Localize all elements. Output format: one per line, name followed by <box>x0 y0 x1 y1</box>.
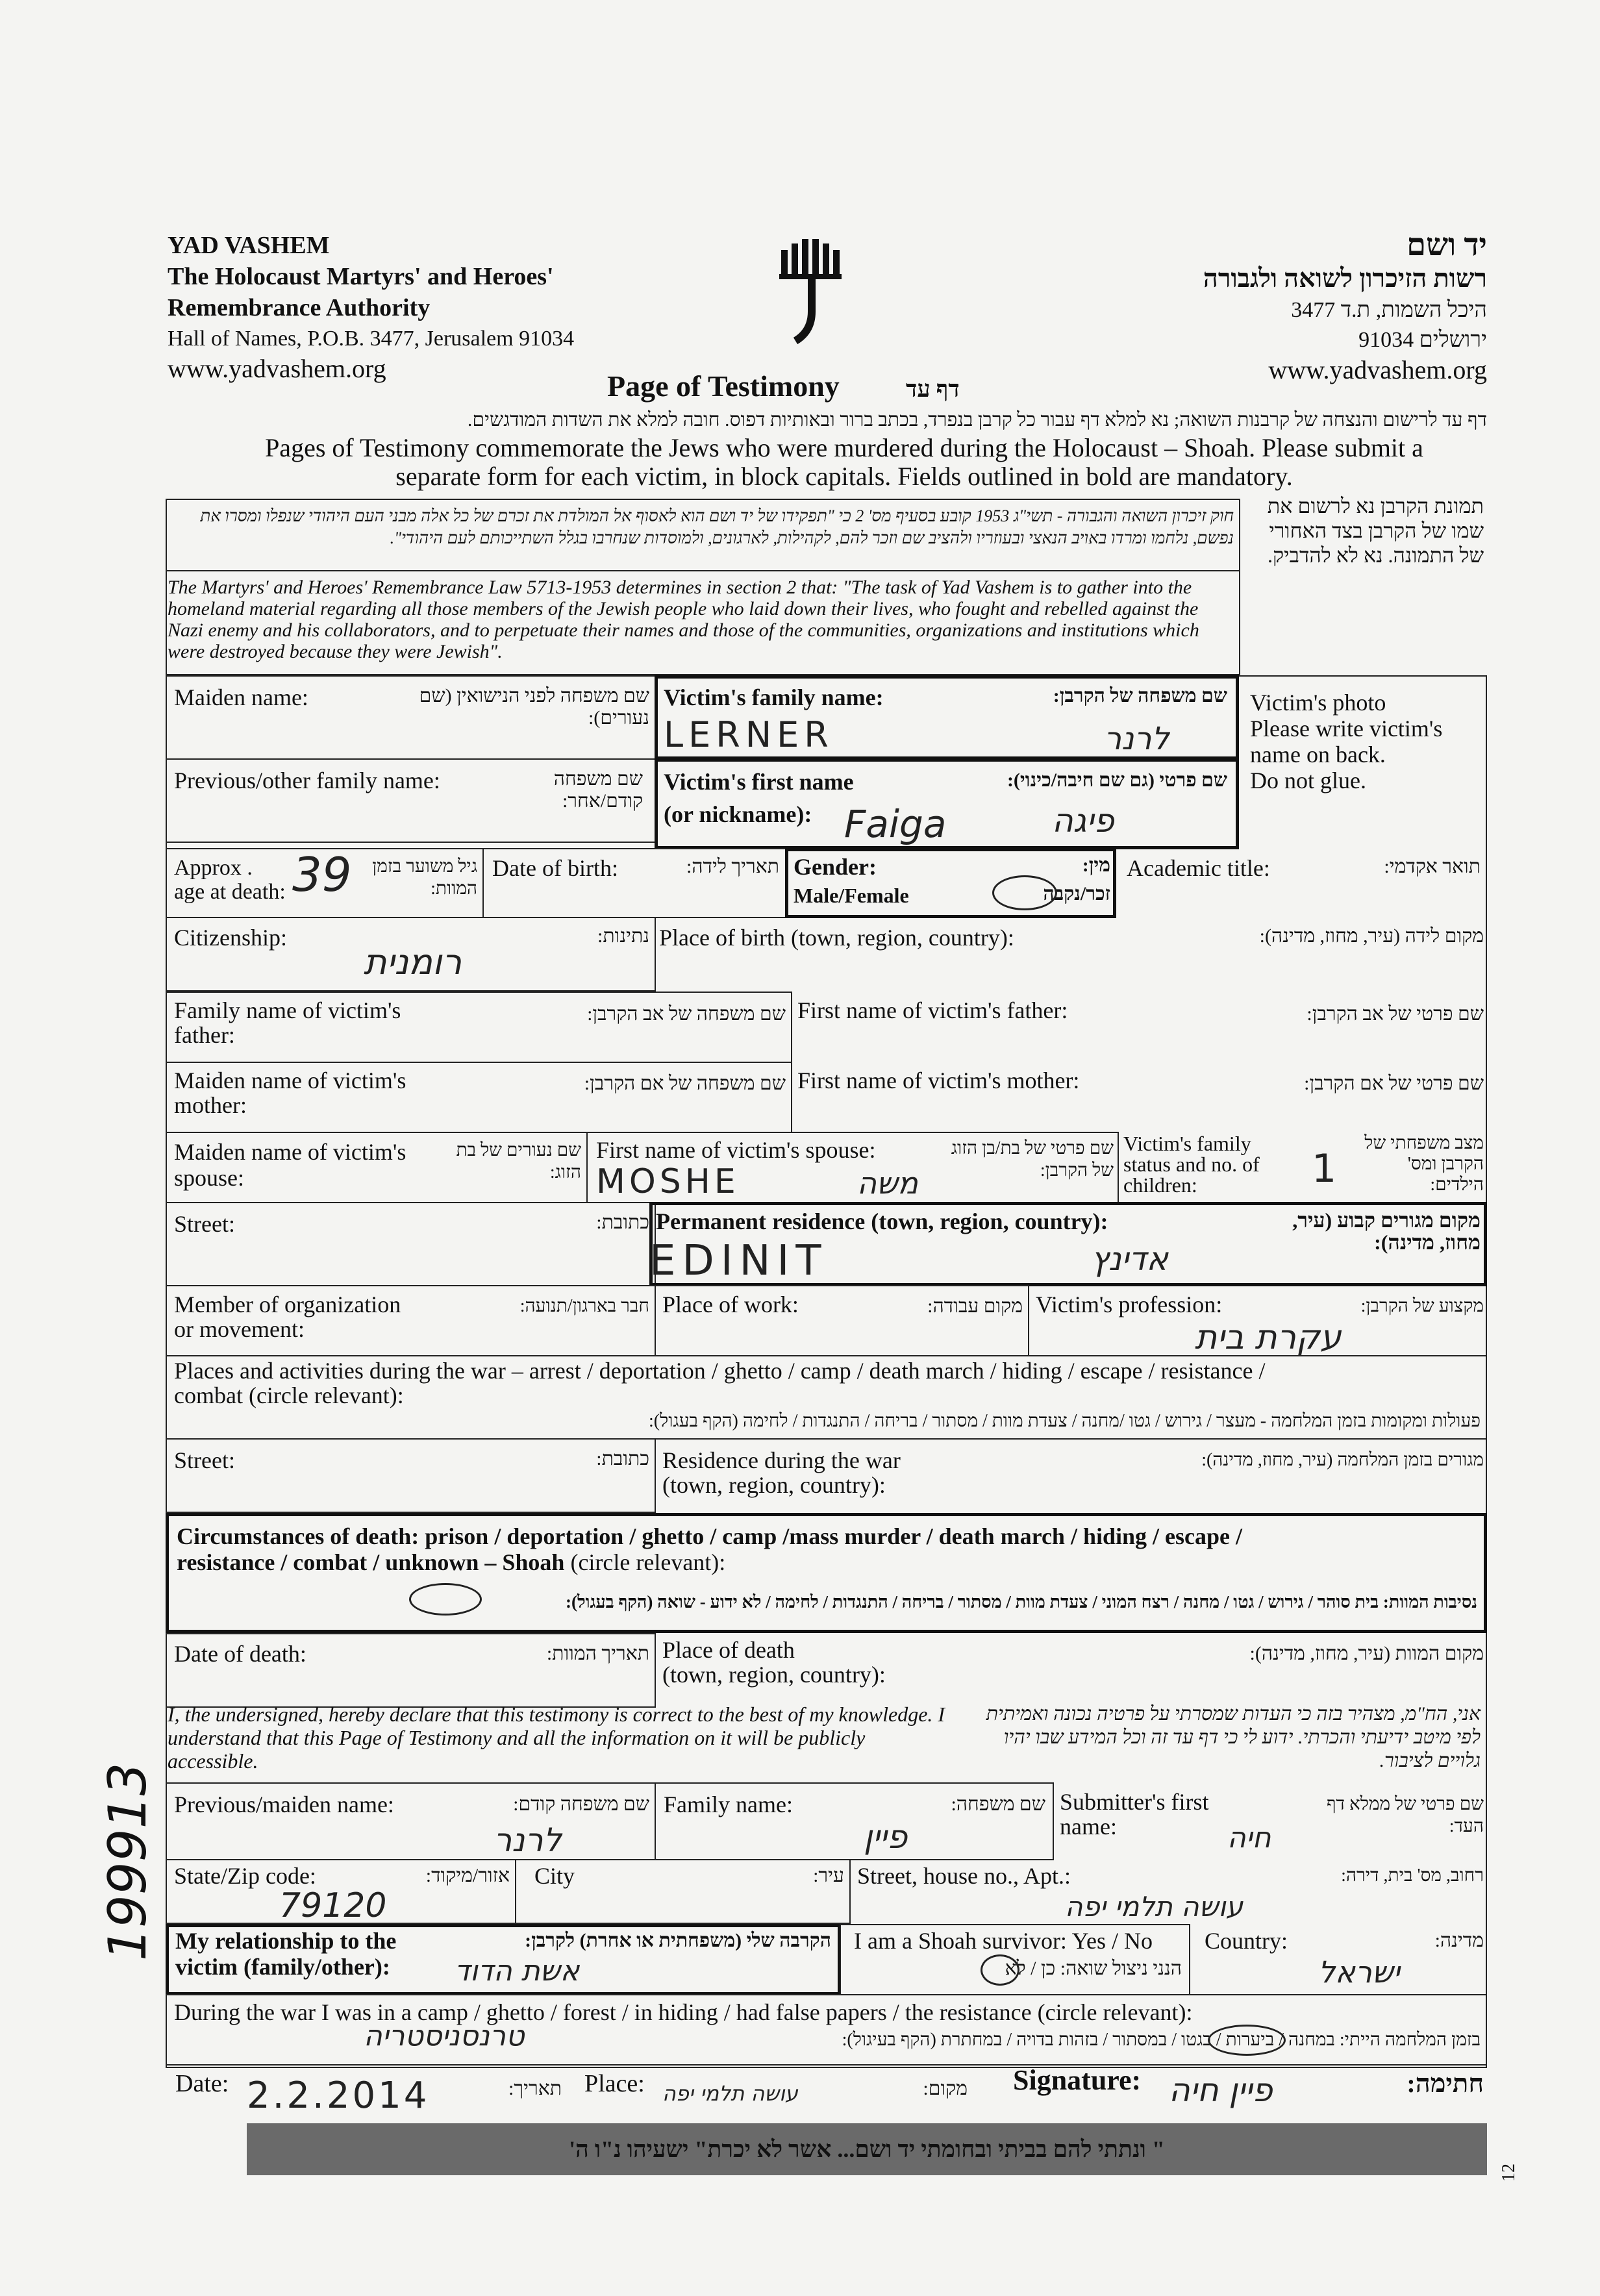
page-title-he: דף עד <box>906 376 960 402</box>
submitter-family-label-he: שם משפחה: <box>951 1793 1045 1815</box>
profession-label-he: מקצוע של הקרבן: <box>1360 1296 1484 1316</box>
residence-value: EDINIT <box>649 1237 828 1285</box>
places-label2: combat (circle relevant): <box>174 1382 404 1408</box>
submitter-family-label: Family name: <box>664 1791 793 1817</box>
first-name-label2: (or nickname): <box>664 801 812 827</box>
war-res-label2: (town, region, country): <box>662 1472 886 1498</box>
country-label-he: מדינה: <box>1434 1930 1484 1951</box>
url-en: www.yadvashem.org <box>168 354 386 383</box>
age-label-he: גיל משוער בזמן המוות: <box>372 856 477 899</box>
intro-en: Pages of Testimony commemorate the Jews who were murdered during the Holocaust – Shoah. Please submit a separate form for each victim, in block capitals. Fields outlined in bold are mandatory. <box>265 433 1423 491</box>
page-title: Page of Testimony <box>607 369 840 403</box>
mother-maiden-label: Maiden name of victim's <box>174 1067 406 1093</box>
relationship-label2: victim (family/other): <box>175 1954 390 1980</box>
war-res-label-he: מגורים בזמן המלחמה (עיר, מחוז, מדינה): <box>1201 1450 1484 1470</box>
photo-line4: Do not glue. <box>1250 767 1366 793</box>
mother-maiden-label2: mother: <box>174 1092 247 1118</box>
photo-line2: Please write victim's <box>1250 716 1443 742</box>
father-first-label: First name of victim's father: <box>797 997 1068 1023</box>
war-street-label-he: כתובת: <box>596 1448 649 1469</box>
dod-label: Date of death: <box>174 1641 306 1667</box>
residence-value-he: אדינץ <box>1091 1240 1168 1278</box>
street-label: Street: <box>174 1211 235 1237</box>
during-label: During the war I was in a camp / ghetto / forest / in hiding / had false papers / the resistance (circle relevant): <box>174 1999 1193 2025</box>
academic-title-label-he: תואר אקדמי: <box>1384 856 1481 877</box>
photo-instructions-he: תמונת הקרבן נא לרשום את שמו של הקרבן בצד האחורי של התמונה. נא לא להדביק. <box>1267 494 1484 567</box>
during-value: טרנסניסטריה <box>364 2019 525 2053</box>
father-family-label: Family name of victim's <box>174 997 401 1023</box>
mother-maiden-label-he: שם משפחה של אם הקרבן: <box>584 1073 786 1094</box>
status-line2: status and no. of <box>1123 1153 1260 1176</box>
org-sub-he: רשות הזיכרון לשואה ולגבורה <box>1203 264 1487 293</box>
age-value: 39 <box>292 847 352 902</box>
status-label-he: מצב משפחתי של הקרבן ומס' הילדים: <box>1364 1133 1484 1195</box>
city-label-he: עיר: <box>813 1865 844 1886</box>
work-label-he: מקום עבודה: <box>927 1295 1023 1317</box>
law-text-en: The Martyrs' and Heroes' Remembrance Law 5713-1953 determines in section 2 that: "The task of Yad Vashem is to gather into the homeland material regarding all those members of the Jewish people who laid down their lives, who fought and rebelled against the Nazi enemy and his collaborators, and to perpetuate their names and those of the communities, organizations and institutions which were destroyed because they were Jewish". <box>168 577 1199 662</box>
org-name-he: יד ושם <box>1406 228 1487 262</box>
pod-label-he: מקום המוות (עיר, מחוז, מדינה): <box>1249 1643 1484 1664</box>
url-he: www.yadvashem.org <box>1268 355 1487 384</box>
side-number: 199913 <box>97 1762 158 1961</box>
circumstances-label2-a: resistance / combat / unknown – Shoah <box>177 1549 565 1575</box>
maiden-name-label: Maiden name: <box>174 684 308 710</box>
address-en: Hall of Names, P.O.B. 3477, Jerusalem 91034 <box>168 327 575 351</box>
academic-title-label: Academic title: <box>1127 855 1270 881</box>
gender-female-circle <box>992 875 1057 910</box>
street-apt-label: Street, house no., Apt.: <box>857 1863 1071 1889</box>
photo-line1: Victim's photo <box>1250 690 1386 716</box>
relationship-label: My relationship to the <box>175 1928 397 1954</box>
declaration-he: אני, הח"מ, מצהיר בזה כי העדות שמסרתי על פרטיה נכונה ואמיתית לפי מיטב ידיעתי והכרתי. ידוע לי כי דף עד זה וכל המידע שבו יהיו גלויים לציבור. <box>986 1703 1481 1771</box>
pod-label2: (town, region, country): <box>662 1662 886 1688</box>
family-name-label: Victim's family name: <box>664 684 884 710</box>
submitter-first-label-he: שם פרטי של ממלא דף העד: <box>1327 1794 1484 1836</box>
date-label: Date: <box>175 2070 229 2097</box>
org-name-en: YAD VASHEM <box>168 232 330 259</box>
status-line1: Victim's family <box>1123 1132 1251 1155</box>
family-name-label-he: שם משפחה של הקרבן: <box>1053 685 1227 706</box>
relationship-value: אשת הדוד <box>455 1954 580 1988</box>
survivor-label-he: הנני ניצול שואה: כן / לא <box>1005 1958 1182 1979</box>
submitter-prev-value: לרנר <box>494 1821 562 1859</box>
date-label-he: תאריך: <box>508 2078 562 2099</box>
gender-label-he2: זכר/נקבה <box>1043 883 1110 905</box>
zip-value: 79120 <box>279 1886 387 1925</box>
submitter-prev-label-he: שם משפחה קודם: <box>513 1793 649 1815</box>
org-sub2-en: Remembrance Authority <box>168 294 431 321</box>
work-label: Place of work: <box>662 1292 799 1317</box>
place-label-he: מקום: <box>923 2078 968 2099</box>
places-label: Places and activities during the war – arrest / deportation / ghetto / camp / death march / hiding / escape / resistance / <box>174 1358 1266 1384</box>
law-divider <box>166 570 1240 571</box>
father-first-label-he: שם פרטי של אב הקרבן: <box>1306 1003 1484 1025</box>
zip-label-he: אזור/מיקוד: <box>425 1865 510 1886</box>
pob-label: Place of birth (town, region, country): <box>659 925 1014 951</box>
submitter-prev-label: Previous/maiden name: <box>174 1791 394 1817</box>
father-family-label-he: שם משפחה של אב הקרבן: <box>587 1003 786 1025</box>
status-line3: children: <box>1123 1173 1197 1197</box>
during-label-he: בזמן המלחמה הייתי: במחנה / ביערות / בגטו / במסתור / בזהות בדויה / במחתרת (הקף בעיגול): <box>842 2030 1481 2050</box>
survivor-yes-circle <box>981 1954 1019 1986</box>
org-label2: or movement: <box>174 1316 305 1342</box>
law-text-he: חוק זיכרון השואה והגבורה - תשי"ג 1953 קובע בסעיף מס' 2 כי "תפקידו של יד ושם הוא לאסוף אל המולדת את זכרם של כל אלה מבני העם היהודי שנפלו ומסרו את נפשם, נלחמו ומרדו באויב הנאצי ובעוזריו ולהציב שם וזכר להם, לקהילות, לארגונים, ולמוסדות שנחרבו בגלל השתייכותם לעם היהודי". <box>200 506 1234 547</box>
prev-name-label-he: שם משפחה קודם/אחר: <box>553 768 643 812</box>
dob-label: Date of birth: <box>492 855 618 881</box>
submitter-first-label2: name: <box>1060 1814 1117 1840</box>
yad-vashem-logo-icon <box>776 234 847 351</box>
circumstances-shoah-circle <box>409 1583 482 1616</box>
during-camp-circle <box>1208 2025 1286 2056</box>
status-value: 1 <box>1312 1146 1337 1192</box>
header-hebrew <box>1065 228 1487 387</box>
family-name-value: LERNER <box>664 714 834 755</box>
country-label: Country: <box>1205 1928 1288 1954</box>
first-name-value-he: פיגה <box>1052 802 1114 840</box>
org-sub1-en: The Holocaust Martyrs' and Heroes' <box>168 263 554 290</box>
citizenship-value: רומנית <box>364 942 462 982</box>
citizenship-label-he: נתינות: <box>597 925 649 947</box>
first-name-label-he: שם פרטי (גם שם חיבה/כינוי): <box>1006 769 1227 791</box>
places-label-he: פעולות ומקומות בזמן המלחמה - מעצר / גירוש / גטו /מחנה / צעדת מוות / מסתור / בריחה / התנגדות / לחימה (הקף בעגול): <box>649 1411 1481 1431</box>
zip-label: State/Zip code: <box>174 1863 316 1889</box>
street-apt-label-he: רחוב, מס' בית, דירה: <box>1341 1866 1484 1886</box>
footer-quote: " ונתתי להם בביתי ובחומתי יד ושם... אשר לא יכרת" ישעיהו נ"ו ה' <box>247 2123 1487 2175</box>
place-label: Place: <box>584 2070 645 2097</box>
circumstances-label-he: נסיבות המוות: בית סוהר / גירוש / גטו / מחנה / רצח המוני / צעדת מוות / מסתור / בריחה / התנגדות / לחימה / לא ידוע - שואה (הקף בעגול): <box>565 1592 1477 1612</box>
pod-label: Place of death <box>662 1637 795 1663</box>
org-label: Member of organization <box>174 1292 401 1317</box>
mother-first-label: First name of victim's mother: <box>797 1067 1080 1093</box>
gender-label2: Male/Female <box>794 884 909 907</box>
spouse-first-label-he: שם פרטי של בת/בן הזוג של הקרבן: <box>951 1138 1114 1180</box>
submitter-family-value: פיין <box>864 1818 908 1856</box>
gender-label: Gender: <box>794 854 877 880</box>
submitter-first-value: חיה <box>1227 1821 1271 1854</box>
org-label-he: חבר בארגון/תנועה: <box>519 1296 649 1316</box>
submitter-first-label: Submitter's first <box>1060 1789 1209 1815</box>
circumstances-label2 <box>177 1550 725 1575</box>
header-english <box>168 231 661 386</box>
country-value: ישראל <box>1318 1954 1400 1990</box>
maiden-name-label-he: שם משפחה לפני הנישואין (שם נעורים): <box>419 685 649 729</box>
survivor-label: I am a Shoah survivor: Yes / No <box>854 1928 1153 1954</box>
place-value: עושה תלמי יפה <box>662 2081 798 2106</box>
circumstances-label: Circumstances of death: prison / deportation / ghetto / camp /mass murder / death march / hiding / escape / <box>177 1523 1242 1549</box>
war-street-label: Street: <box>174 1447 235 1473</box>
war-res-label: Residence during the war <box>662 1447 901 1473</box>
circumstances-label2-b: (circle relevant): <box>570 1549 726 1575</box>
age-label2: age at death: <box>174 880 286 904</box>
first-name-value: Faiga <box>844 802 947 846</box>
residence-label: Permanent residence (town, region, country): <box>656 1208 1108 1234</box>
spouse-maiden-label: Maiden name of victim's <box>174 1139 406 1165</box>
prev-name-label: Previous/other family name: <box>174 767 440 793</box>
signature-value: פיין חיה <box>1169 2071 1273 2109</box>
spouse-maiden-label2: spouse: <box>174 1165 244 1191</box>
spouse-value: MOSHE <box>596 1162 740 1201</box>
declaration-en: I, the undersigned, hereby declare that this testimony is correct to the best of my knowledge. I understand that this Page of Testimony and all the information on it will be publicly accessible. <box>168 1703 945 1773</box>
age-label: Approx . <box>174 856 253 880</box>
dob-label-he: תאריך לידה: <box>686 856 779 877</box>
intro-he: דף עד לרישום והנצחה של קרבנות השואה; נא למלא דף עבור כל קרבן בנפרד, בכתב ברור ובאותיות דפוס. חובה למלא את השדות המודגשים. <box>467 409 1487 430</box>
signature-label-he: חתימה: <box>1406 2069 1484 2098</box>
residence-label-he: מקום מגורים קבוע (עיר, מחוז, מדינה): <box>1292 1208 1481 1254</box>
status-label <box>1123 1133 1260 1195</box>
profession-label: Victim's profession: <box>1036 1292 1223 1317</box>
profession-value: עקרת בית <box>1195 1318 1342 1357</box>
dod-label-he: תאריך המוות: <box>546 1643 649 1664</box>
signature-label: Signature: <box>1013 2064 1142 2096</box>
address2-he: ירושלים 91034 <box>1358 328 1487 352</box>
city-label: City <box>534 1863 575 1889</box>
gender-label-he: מין: <box>1082 855 1110 876</box>
father-family-label2: father: <box>174 1022 235 1048</box>
relationship-label-he: הקרבה שלי (משפחתית או אחרת) לקרבן: <box>525 1930 831 1951</box>
mother-first-label-he: שם פרטי של אם הקרבן: <box>1304 1073 1484 1094</box>
date-value: 2.2.2014 <box>247 2075 430 2117</box>
spouse-maiden-label-he: שם נעורים של בת הזוג: <box>456 1140 581 1182</box>
street-label-he: כתובת: <box>596 1212 649 1233</box>
citizenship-label: Citizenship: <box>174 925 287 951</box>
spouse-first-label: First name of victim's spouse: <box>596 1137 876 1163</box>
pob-label-he: מקום לידה (עיר, מחוז, מדינה): <box>1259 925 1484 947</box>
address1-he: היכל השמות, ת.ד 3477 <box>1291 298 1487 322</box>
street-apt-value: עושה תלמי יפה <box>1065 1891 1244 1923</box>
first-name-label: Victim's first name <box>664 769 854 795</box>
page-number: 12 <box>1499 2164 1519 2182</box>
spouse-value-he: משה <box>857 1166 918 1201</box>
photo-line3: name on back. <box>1250 742 1386 767</box>
family-name-value-he: לרנר <box>1104 721 1169 757</box>
